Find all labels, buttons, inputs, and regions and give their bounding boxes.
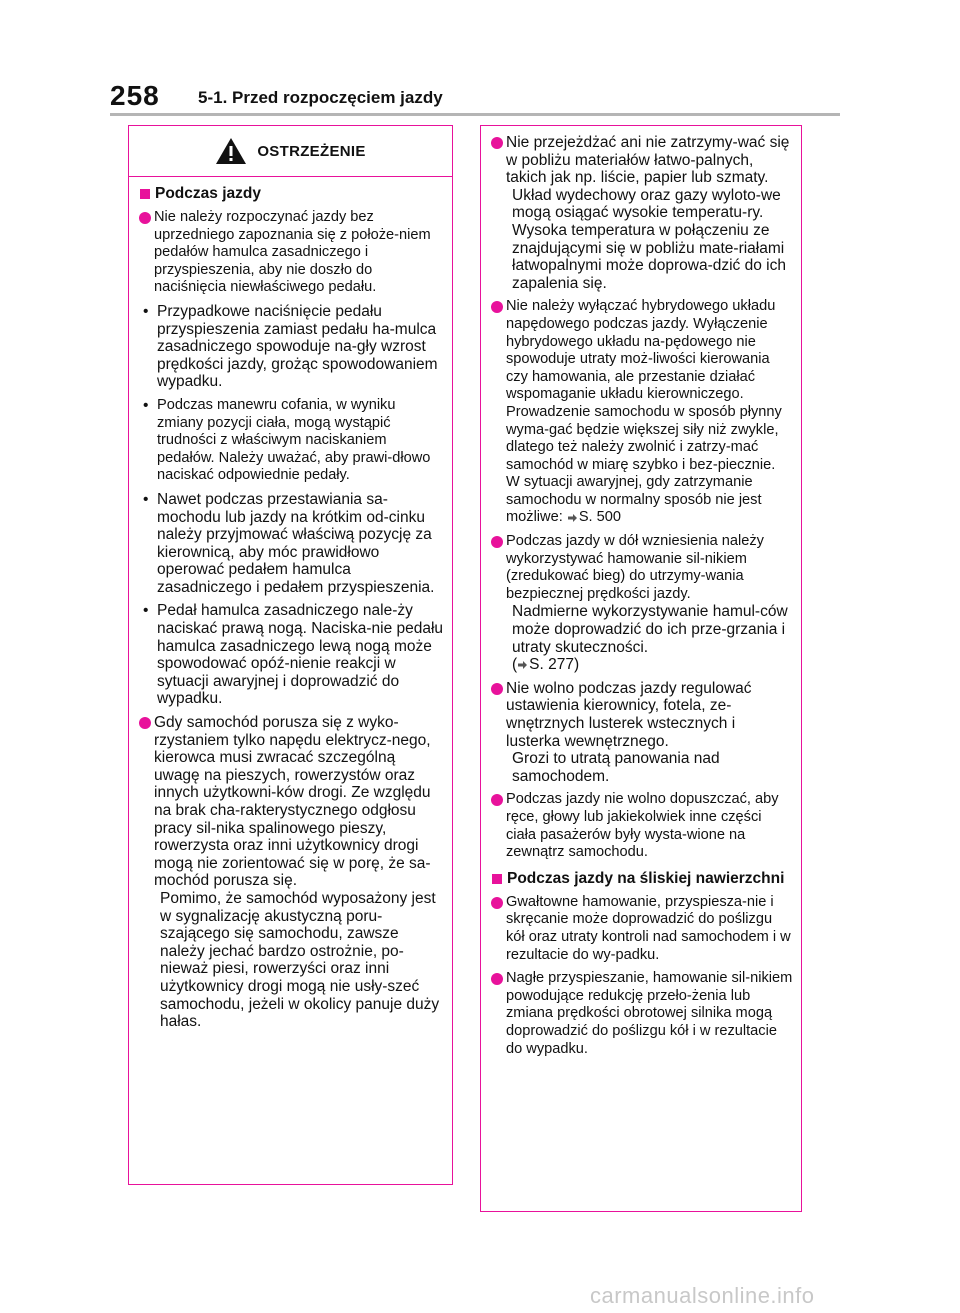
circle-bullet-icon [491,794,503,806]
sub-bullet-item: • Przypadkowe naciśnięcie pedału przyspieszenia zamiast pedału ha-mulca zasadniczego spowoduje na-gły wzrost prędkości jazdy, grożąc spowodowaniem wypadku. [143,302,438,391]
page-reference-link[interactable]: S. 277) [529,656,580,674]
circle-bullet-icon [491,301,503,313]
circle-bullet-icon [491,897,503,909]
header-rule [110,113,840,116]
page-reference-link[interactable]: S. 500 [578,509,622,526]
circle-bullet-icon [139,717,151,729]
circle-bullet-icon [491,137,503,149]
page-number: 258 [110,80,160,111]
warning-box-left [128,125,453,1185]
square-bullet-icon [140,189,150,199]
list-item: Nie wolno podczas jazdy regulować ustawienia kierownicy, fotela, ze-wnętrznych lusterek wstecznych i lusterka wewnętrznego. Grozi to utratą panowania nad samochodem. [491,680,793,786]
list-item: Gwałtowne hamowanie, przyspiesza-nie i skręcanie może doprowadzić do poślizgu kół oraz utraty kontroli nad samochodem i w rezultacie do wy-padku. [491,894,793,964]
circle-bullet-icon [491,536,503,548]
bullet-dot-icon: • [143,396,149,414]
list-item: Nagłe przyspieszanie, hamowanie sil-nikiem powodujące redukcję przeło-żenia lub zmiana prędkości obrotowej silnika mogą doprowadzić do poślizgu kół i w rezultacie do wypadku. [491,970,793,1058]
chapter-title: 5-1. Przed rozpoczęciem jazdy [198,88,443,107]
list-item: Podczas jazdy nie wolno dopuszczać, aby ręce, głowy lub jakiekolwiek inne części ciała pasażerów były wysta-wione na zewnątrz samochodu. [491,791,793,861]
list-item: Nie należy wyłączać hybrydowego układu napędowego podczas jazdy. Wyłączenie hybrydowego układu na-pędowego nie spowoduje utraty moż-liwości kierowania czy hamowania, ale przestanie działać wspomaganie układu kierowniczego. Prowadzenie samochodu w sposób płynny wyma-gać będzie większej siły niż zwykle, dlatego też należy zwolnić i zatrzy-mać samochód w miarę szybko i bez-piecznie. W sytuacji awaryjnej, gdy zatrzymanie samochodu w normalny sposób nie jest możliwe: S. 500 [491,298,793,527]
warning-content [129,185,452,1031]
sub-bullet-item: • Pedał hamulca zasadniczego nale-ży naciskać prawą nogą. Naciska-nie pedału hamulca zasadniczego lewą nogą może spowodować opóź-nienie reakcji w sytuacji awaryjnej i doprowadzić do wypadku. [143,602,444,708]
watermark: carmanualsonline.info [590,1283,815,1308]
section-heading: Podczas jazdy na śliskiej nawierzchni [491,870,793,888]
warning-content [481,126,801,1058]
bullet-dot-icon: • [143,302,149,320]
list-item: Gdy samochód porusza się z wyko-rzystaniem tylko napędu elektrycz-nego, kierowca musi zwracać szczególną uwagę na pieszych, rowerzystów oraz innych użytkowni-ków drogi. Ze względu na brak cha-rakterystycznego odgłosu pracy sil-nika spalinowego pieszy, rowerzysta oraz inni użytkownicy drogi mogą nie zorientować się w porę, że sa-mochód porusza się. Pomimo, że samochód wyposażony jest w sygnalizację akustyczną poru-szającego się samochodu, zawsze należy jechać bardzo ostrożnie, po-nieważ piesi, rowerzyści oraz inni użytkownicy drogi mogą nie usły-szeć samochodu, jeżeli w okolicy panuje duży hałas. [139,714,444,1031]
sub-bullet-item: • Podczas manewru cofania, w wyniku zmiany pozycji ciała, mogą wystąpić trudności z właściwym naciskaniem pedałów. Należy uważać, aby prawi-dłowo naciskać odpowiednie pedały. [143,396,431,484]
circle-bullet-icon [491,683,503,695]
warning-triangle-icon [215,137,247,165]
page-header [0,0,960,118]
bullet-dot-icon: • [143,490,149,508]
warning-header [129,126,452,177]
section-heading: Podczas jazdy [139,185,444,203]
arrow-right-icon [568,513,577,523]
circle-bullet-icon [139,212,151,224]
bullet-dot-icon: • [143,602,149,620]
arrow-right-icon [518,660,527,670]
warning-title: OSTRZEŻENIE [257,142,366,160]
square-bullet-icon [492,874,502,884]
list-item: Nie przejeżdżać ani nie zatrzymy-wać się w pobliżu materiałów łatwo-palnych, takich jak np. liście, papier lub szmaty. Układ wydechowy oraz gazy wyloto-we mogą osiągać wysokie temperatu-ry. Wysoka temperatura w połączeniu ze znajdującymi się w pobliżu mate-riałami łatwopalnymi może doprowa-dzić do ich zapalenia się. [491,134,793,292]
list-item: Nie należy rozpoczynać jazdy bez uprzedniego zapoznania się z położe-niem pedałów hamulca zasadniczego i przyspieszenia, aby nie doszło do naciśnięcia niewłaściwego pedału. [139,209,444,297]
sub-bullet-item: • Nawet podczas przestawiania sa-mochodu lub jazdy na krótkim od-cinku należy przyjmować właściwą pozycję za kierownicą, aby móc prawidłowo operować pedałem hamulca zasadniczego i pedałem przyspieszenia. [143,490,435,596]
warning-box-right [480,125,802,1212]
circle-bullet-icon [491,973,503,985]
list-item: Podczas jazdy w dół wzniesienia należy wykorzystywać hamowanie sil-nikiem (zredukować bieg) do utrzymy-wania bezpiecznej prędkości jazdy. Nadmierne wykorzystywanie hamul-ców może doprowadzić do ich prze-grzania i utraty skuteczności. ( S. 277) [491,533,793,674]
